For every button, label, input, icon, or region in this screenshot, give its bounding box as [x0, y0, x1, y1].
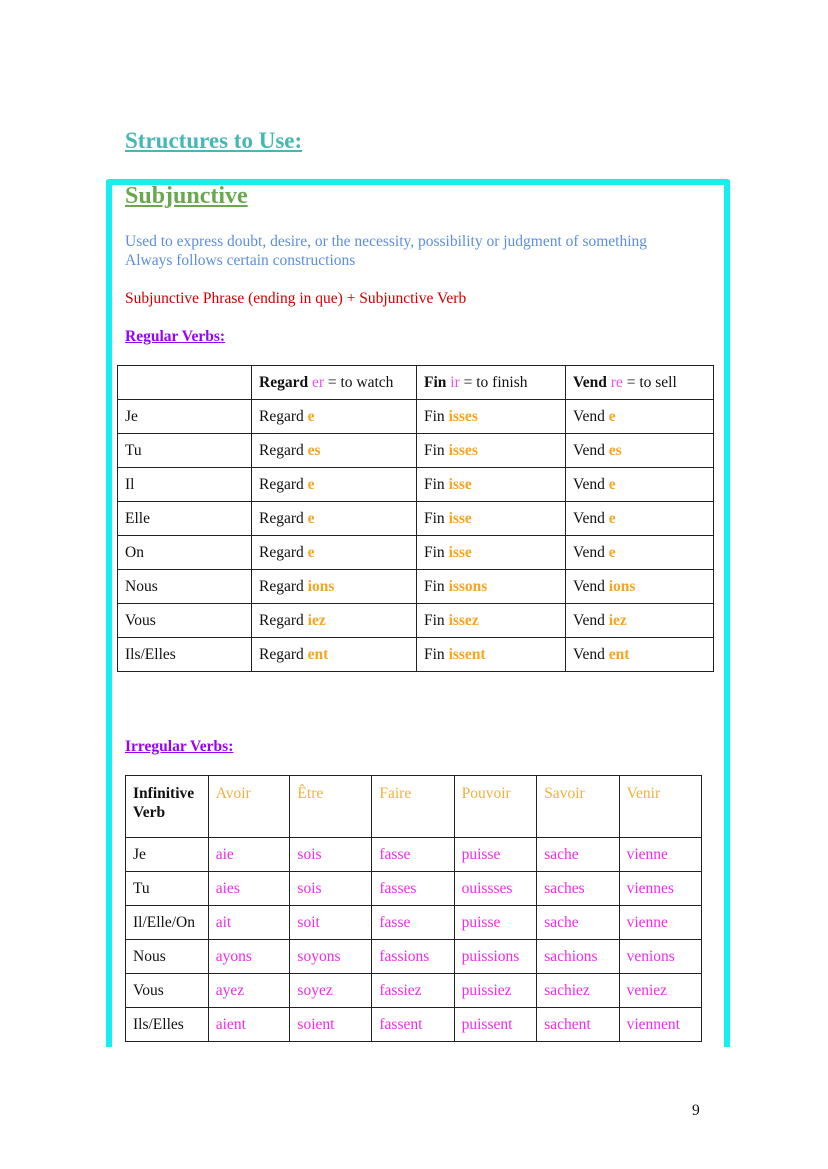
conjugation-cell: [417, 502, 566, 536]
table-row: [118, 468, 714, 502]
conjugation-cell: soit: [290, 906, 372, 940]
conjugation-cell: ayez: [208, 974, 290, 1008]
table-row: [118, 604, 714, 638]
conjugation-cell: aie: [208, 838, 290, 872]
stem: Fin: [424, 577, 449, 595]
conjugation-cell: [252, 536, 417, 570]
section-title: Subjunctive: [125, 183, 248, 209]
conjugation-cell: [417, 468, 566, 502]
conjugation-cell: ouissses: [454, 872, 537, 906]
table-row: [126, 974, 702, 1008]
stem: Vend: [573, 509, 609, 527]
conjugation-cell: soyons: [290, 940, 372, 974]
conjugation-cell: [566, 570, 714, 604]
pronoun-cell: Vous: [126, 974, 209, 1008]
conjugation-cell: fasses: [372, 872, 454, 906]
ending: e: [307, 543, 315, 561]
ending: isse: [448, 475, 472, 493]
stem: Regard: [259, 645, 308, 663]
verb-header: Savoir: [537, 776, 619, 838]
pronoun-cell: Elle: [118, 502, 252, 536]
formula: Subjunctive Phrase (ending in que) + Subjunctive Verb: [125, 290, 467, 307]
conjugation-cell: [417, 604, 566, 638]
stem: Vend: [573, 441, 609, 459]
ending: e: [608, 543, 616, 561]
column-header: [417, 366, 566, 400]
conjugation-cell: [566, 468, 714, 502]
verb-meaning: = to finish: [459, 373, 528, 391]
conjugation-cell: saches: [537, 872, 619, 906]
stem: Fin: [424, 611, 449, 629]
ending: e: [608, 509, 616, 527]
stem: Regard: [259, 407, 308, 425]
verb-stem: Fin: [424, 373, 447, 391]
verb-ending: er: [311, 373, 324, 391]
table-row: [126, 906, 702, 940]
conjugation-cell: [252, 502, 417, 536]
conjugation-cell: [417, 536, 566, 570]
verb-header: Venir: [619, 776, 701, 838]
regular-verbs-heading: Regular Verbs:: [125, 328, 226, 345]
table-row: [118, 400, 714, 434]
stem: Fin: [424, 441, 449, 459]
conjugation-cell: puisse: [454, 838, 537, 872]
conjugation-cell: [252, 604, 417, 638]
verb-meaning: = to watch: [324, 373, 394, 391]
ending: ions: [307, 577, 335, 595]
conjugation-cell: viennent: [619, 1008, 701, 1042]
stem: Fin: [424, 509, 449, 527]
pronoun-cell: Tu: [118, 434, 252, 468]
pronoun-cell: Je: [126, 838, 209, 872]
stem: Fin: [424, 407, 449, 425]
stem: Vend: [573, 611, 609, 629]
conjugation-cell: puissent: [454, 1008, 537, 1042]
corner-cell: Infinitive Verb: [126, 776, 209, 838]
conjugation-cell: [417, 400, 566, 434]
verb-header: Pouvoir: [454, 776, 537, 838]
conjugation-cell: puissiez: [454, 974, 537, 1008]
stem: Fin: [424, 645, 449, 663]
table-row: [126, 872, 702, 906]
stem: Vend: [573, 645, 609, 663]
conjugation-cell: vienne: [619, 838, 701, 872]
conjugation-cell: sache: [537, 838, 619, 872]
verb-header: Être: [290, 776, 372, 838]
ending: isse: [448, 543, 472, 561]
table-row: [126, 838, 702, 872]
verb-meaning: = to sell: [622, 373, 677, 391]
ending: isses: [448, 407, 478, 425]
conjugation-cell: [566, 638, 714, 672]
conjugation-cell: aient: [208, 1008, 290, 1042]
conjugation-cell: fassions: [372, 940, 454, 974]
verb-stem: Regard: [259, 373, 309, 391]
verb-stem: Vend: [573, 373, 607, 391]
ending: ent: [608, 645, 630, 663]
stem: Fin: [424, 475, 449, 493]
table-row: [118, 502, 714, 536]
pronoun-cell: Il/Elle/On: [126, 906, 209, 940]
conjugation-cell: [252, 400, 417, 434]
table-header-row: [126, 776, 702, 838]
conjugation-cell: [252, 638, 417, 672]
ending: es: [307, 441, 321, 459]
stem: Regard: [259, 509, 308, 527]
ending: e: [608, 407, 616, 425]
conjugation-cell: soient: [290, 1008, 372, 1042]
pronoun-cell: Ils/Elles: [118, 638, 252, 672]
irregular-verbs-table: [125, 775, 702, 1042]
stem: Vend: [573, 543, 609, 561]
pronoun-cell: Tu: [126, 872, 209, 906]
table-row: [126, 1008, 702, 1042]
conjugation-cell: ayons: [208, 940, 290, 974]
conjugation-cell: [252, 570, 417, 604]
stem: Vend: [573, 407, 609, 425]
page-number: 9: [692, 1102, 700, 1119]
table-row: [118, 434, 714, 468]
conjugation-cell: sois: [290, 872, 372, 906]
ending: issent: [448, 645, 486, 663]
pronoun-cell: Il: [118, 468, 252, 502]
ending: isses: [448, 441, 478, 459]
conjugation-cell: aies: [208, 872, 290, 906]
table-row: [118, 536, 714, 570]
ending: e: [307, 407, 315, 425]
verb-ending: ir: [450, 373, 460, 391]
conjugation-cell: fassiez: [372, 974, 454, 1008]
ending: isse: [448, 509, 472, 527]
pronoun-cell: Je: [118, 400, 252, 434]
description-line: Used to express doubt, desire, or the necessity, possibility or judgment of something: [125, 233, 648, 250]
description: [125, 232, 647, 270]
stem: Regard: [259, 441, 308, 459]
verb-header: Faire: [372, 776, 454, 838]
conjugation-cell: fasse: [372, 906, 454, 940]
table-row: [118, 570, 714, 604]
table-header-row: [118, 366, 714, 400]
conjugation-cell: [566, 502, 714, 536]
ending: e: [608, 475, 616, 493]
ending: e: [307, 475, 315, 493]
conjugation-cell: fassent: [372, 1008, 454, 1042]
pronoun-cell: Vous: [118, 604, 252, 638]
conjugation-cell: soyez: [290, 974, 372, 1008]
conjugation-cell: fasse: [372, 838, 454, 872]
stem: Regard: [259, 475, 308, 493]
corner-cell: [118, 366, 252, 400]
conjugation-cell: viennes: [619, 872, 701, 906]
ending: ent: [307, 645, 329, 663]
column-header: [566, 366, 714, 400]
conjugation-cell: vienne: [619, 906, 701, 940]
conjugation-cell: [417, 570, 566, 604]
stem: Vend: [573, 475, 609, 493]
stem: Regard: [259, 577, 308, 595]
stem: Regard: [259, 611, 308, 629]
conjugation-cell: [566, 400, 714, 434]
pronoun-cell: On: [118, 536, 252, 570]
conjugation-cell: veniez: [619, 974, 701, 1008]
stem: Fin: [424, 543, 449, 561]
pronoun-cell: Nous: [118, 570, 252, 604]
regular-verbs-table: [117, 365, 714, 672]
description-line: Always follows certain constructions: [125, 252, 356, 269]
ending: iez: [307, 611, 326, 629]
conjugation-cell: [566, 434, 714, 468]
stem: Vend: [573, 577, 609, 595]
table-row: [126, 940, 702, 974]
ending: issez: [448, 611, 479, 629]
conjugation-cell: ait: [208, 906, 290, 940]
conjugation-cell: [252, 468, 417, 502]
conjugation-cell: [566, 604, 714, 638]
conjugation-cell: sachiez: [537, 974, 619, 1008]
pronoun-cell: Nous: [126, 940, 209, 974]
conjugation-cell: venions: [619, 940, 701, 974]
conjugation-cell: [417, 434, 566, 468]
ending: iez: [608, 611, 627, 629]
table-row: [118, 638, 714, 672]
verb-ending: re: [610, 373, 623, 391]
conjugation-cell: [566, 536, 714, 570]
conjugation-cell: sache: [537, 906, 619, 940]
conjugation-cell: [252, 434, 417, 468]
column-header: [252, 366, 417, 400]
ending: e: [307, 509, 315, 527]
conjugation-cell: sachions: [537, 940, 619, 974]
conjugation-cell: puisse: [454, 906, 537, 940]
page-title: Structures to Use:: [125, 128, 303, 153]
conjugation-cell: sachent: [537, 1008, 619, 1042]
ending: ions: [608, 577, 636, 595]
verb-header: Avoir: [208, 776, 290, 838]
stem: Regard: [259, 543, 308, 561]
ending: issons: [448, 577, 488, 595]
pronoun-cell: Ils/Elles: [126, 1008, 209, 1042]
conjugation-cell: [417, 638, 566, 672]
conjugation-cell: sois: [290, 838, 372, 872]
irregular-verbs-heading: Irregular Verbs:: [125, 738, 234, 755]
conjugation-cell: puissions: [454, 940, 537, 974]
ending: es: [608, 441, 622, 459]
